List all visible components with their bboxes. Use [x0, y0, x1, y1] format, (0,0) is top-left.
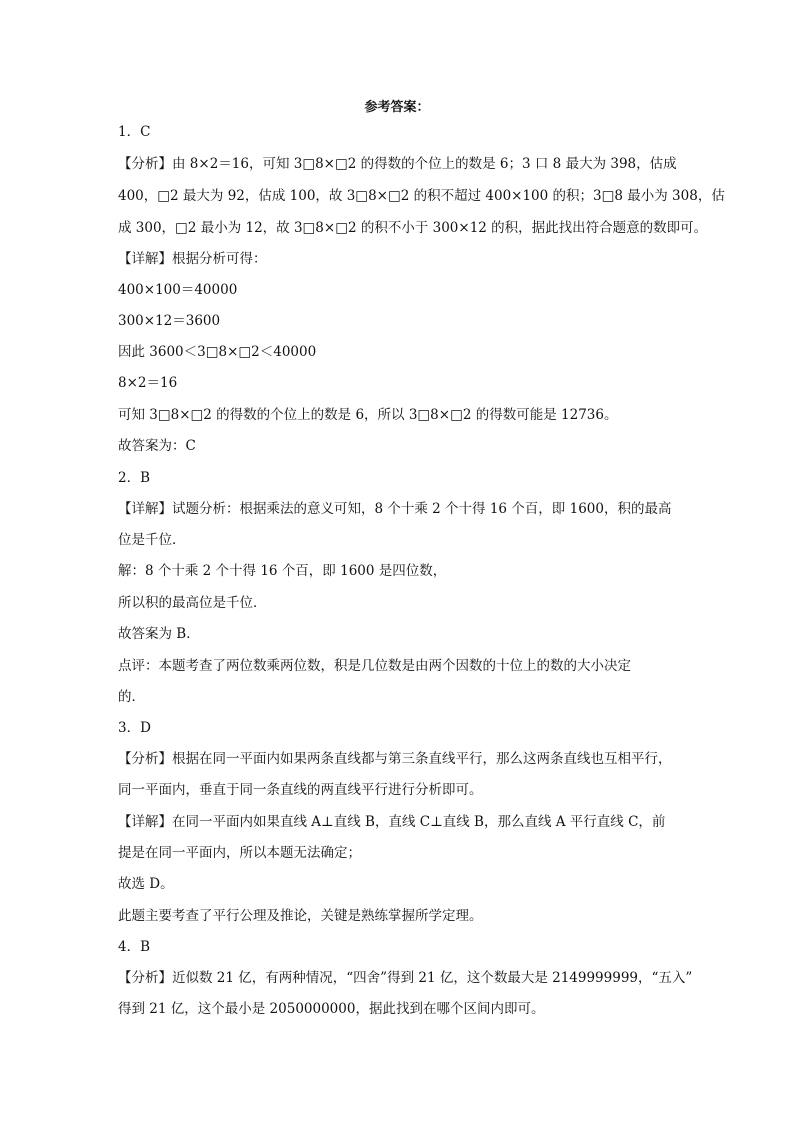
- answer-1-result: 故答案为：C: [118, 438, 196, 454]
- answer-1-heading: 1．C: [118, 124, 151, 140]
- text-line: 同一平面内，垂直于同一条直线的两直线平行进行分析即可。: [118, 782, 483, 798]
- answer-2-comment: 点评：本题考查了两位数乘两位数，积是几位数是由两个因数的十位上的数的大小决定: [118, 658, 631, 674]
- answer-4-heading: 4．B: [118, 939, 151, 955]
- answer-1-analysis: 【分析】由 8×2＝16，可知 3□8×□2 的得数的个位上的数是 6；3 口 8 最大为 398，估成: [118, 156, 677, 172]
- text-line: 的．: [118, 689, 145, 705]
- text-line: 可知 3□8×□2 的得数的个位上的数是 6，所以 3□8×□2 的得数可能是 12736。: [118, 407, 618, 423]
- text-line: 因此 3600＜3□8×□2＜40000: [118, 344, 317, 360]
- text-line: 400，□2 最大为 92，估成 100，故 3□8×□2 的积不超过 400×100 的积；3□8 最小为 308，估: [118, 188, 725, 204]
- answer-3-analysis: 【分析】根据在同一平面内如果两条直线都与第三条直线平行，那么这两条直线也互相平行，: [118, 751, 672, 767]
- text-line: 解：8 个十乘 2 个十得 16 个百，即 1600 是四位数，: [118, 563, 447, 579]
- answer-3-heading: 3．D: [118, 720, 151, 736]
- text-line: 得到 21 亿，这个最小是 2050000000，据此找到在哪个区间内即可。: [118, 1001, 545, 1017]
- answer-3-result: 故选 D。: [118, 876, 174, 892]
- answer-2-heading: 2．B: [118, 470, 151, 486]
- text-line: 300×12＝3600: [118, 313, 221, 329]
- text-line: 成 300，□2 最小为 12，故 3□8×□2 的积不小于 300×12 的积，据此找出符合题意的数即可。: [118, 220, 708, 236]
- answer-1-detail: 【详解】根据分析可得：: [118, 251, 267, 267]
- text-line: 所以积的最高位是千位．: [118, 595, 267, 611]
- text-line: 8×2＝16: [118, 375, 178, 391]
- answer-2-detail: 【详解】试题分析：根据乘法的意义可知，8 个十乘 2 个十得 16 个百，即 1600，积的最高: [118, 501, 672, 517]
- text-line: 提是在同一平面内，所以本题无法确定；: [118, 845, 361, 861]
- answer-3-detail: 【详解】在同一平面内如果直线 A⊥直线 B，直线 C⊥直线 B，那么直线 A 平行直线 C，前: [118, 814, 666, 830]
- answer-3-comment: 此题主要考查了平行公理及推论，关键是熟练掌握所学定理。: [118, 908, 483, 924]
- answer-2-result: 故答案为 B．: [118, 626, 200, 642]
- page-title: 参考答案：: [364, 100, 430, 115]
- text-line: 400×100＝40000: [118, 282, 238, 298]
- text-line: 位是千位．: [118, 532, 186, 548]
- answer-4-analysis: 【分析】近似数 21 亿，有两种情况，“四舍”得到 21 亿，这个数最大是 2149999999，“五入”: [118, 970, 693, 986]
